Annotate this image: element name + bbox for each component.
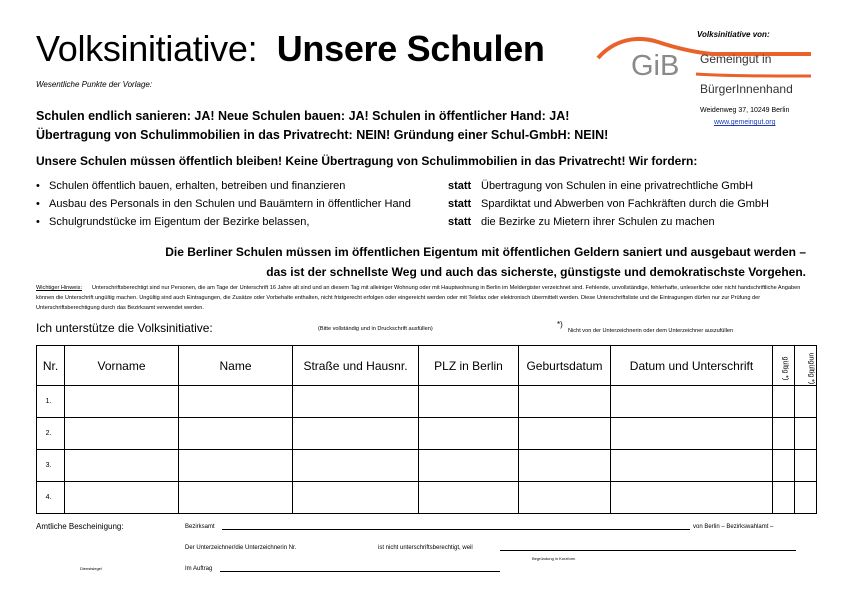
page-title: Volksinitiative: Unsere Schulen [36,28,545,69]
table-row [37,450,817,482]
ungueltig-field [795,418,817,450]
header-plz: PLZ in Berlin [419,346,519,386]
nicht-berechtigt-label: ist nicht unterschriftsberechtigt, weil [378,545,473,551]
bezirksamt-line[interactable] [222,529,690,530]
row-number: 1. [37,386,65,418]
signature-field[interactable] [611,386,773,418]
signature-field[interactable] [611,450,773,482]
support-label: Ich unterstütze die Volksinitiative: [36,321,213,335]
bullet-statt: statt [448,198,472,210]
signature-field[interactable] [611,418,773,450]
auftrag-line[interactable] [220,571,500,572]
vorname-field[interactable] [65,482,179,514]
bullet-marker: • [36,180,40,192]
address: Weidenweg 37, 10249 Berlin [700,107,790,114]
auftrag-label: Im Auftrag [185,566,213,572]
bullet-instead: die Bezirke zu Mietern ihrer Schulen zu machen [481,216,715,228]
logo-intro: Volksinitiative von: [697,30,770,39]
bezirksamt-label: Bezirksamt [185,524,215,530]
name-field[interactable] [179,418,293,450]
demand-statement: Unsere Schulen müssen öffentlich bleiben! Keine Übertragung von Schulimmobilien in das Privatrecht! Wir fordern: [36,154,698,168]
strasse-field[interactable] [293,482,419,514]
strasse-field[interactable] [293,386,419,418]
vorname-field[interactable] [65,386,179,418]
begruendung-label: Begründung in Kurzform [532,556,576,561]
footnote-text: Nicht von der Unterzeichnerin oder dem Unterzeichner auszufüllen [568,328,734,334]
important-notice [36,283,811,313]
plz-field[interactable] [419,450,519,482]
bullet-demand: Schulgrundstücke im Eigentum der Bezirke belassen, [49,216,310,228]
table-row [37,386,817,418]
support-note: (Bitte vollständig und in Druckschrift ausfüllen) [318,326,433,332]
geburtsdatum-field[interactable] [519,418,611,450]
official-certification-label: Amtliche Bescheinigung: [36,522,124,531]
conclusion [126,242,806,282]
signature-field[interactable] [611,482,773,514]
vorname-field[interactable] [65,418,179,450]
geburtsdatum-field[interactable] [519,450,611,482]
ungueltig-field [795,482,817,514]
header-gueltig: gültig *) [773,346,795,386]
headline [36,107,608,145]
header-name: Name [179,346,293,386]
ungueltig-field [795,450,817,482]
gueltig-field [773,418,795,450]
begruendung-line[interactable] [500,550,796,551]
logo-line-2: BürgerInnenhand [700,82,793,96]
gueltig-field [773,482,795,514]
name-field[interactable] [179,386,293,418]
logo-mark: GiB [631,50,680,82]
header-nr: Nr. [37,346,65,386]
header-vorname: Vorname [65,346,179,386]
vorname-field[interactable] [65,450,179,482]
geburtsdatum-field[interactable] [519,482,611,514]
logo-line-1: Gemeingut in [700,52,772,66]
signature-table [36,345,817,514]
name-field[interactable] [179,482,293,514]
table-row [37,482,817,514]
person-label: Der Unterzeichner/die Unterzeichnerin Nr. [185,545,297,551]
von-berlin-label: von Berlin – Bezirkswahlamt – [693,524,774,530]
notice-text: Unterschriftsberechtigt sind nur Personen, die am Tage der Unterschrift 16 Jahre alt sind und an diesem Tag mit alleiniger Wohnung oder mit Hauptwohnung in Berlin im Meldergister verzeichnet sind. Fehlende, unvollständige, fehlerhafte, unleserliche oder nicht handschriftliche Angaben können die Unterschrift ungültig machen. Ungültig sind auch Eintragungen, die Zusätze oder Vorbehalte enthalten, nicht fristgerecht erfolgen oder eingereicht werden oder mit Telefax oder elektronisch übermittelt werden. Diese Unterschriftsliste und die Eintragungen dürfen nur zur Prüfung der Unterschriftsberechtigung durch das Bezirksamt verwendet werden. [36,285,801,311]
gueltig-field [773,386,795,418]
conclusion-line-2: das ist der schnellste Weg und auch das sicherste, günstigste und demokratischste Vorgehen. [266,265,806,279]
header-geburtsdatum: Geburtsdatum [519,346,611,386]
bullet-demand: Ausbau des Personals in den Schulen und Bauämtern in öffentlicher Hand [49,198,411,210]
bullet-instead: Übertragung von Schulen in eine privatrechtliche GmbH [481,180,754,192]
header-ungueltig: ungültig *) [795,346,817,386]
bullet-statt: statt [448,216,472,228]
gueltig-field [773,450,795,482]
strasse-field[interactable] [293,418,419,450]
bullet-demand: Schulen öffentlich bauen, erhalten, betreiben und finanzieren [49,180,346,192]
strasse-field[interactable] [293,450,419,482]
seal-label: Dienstsiegel [80,566,102,571]
subtitle: Wesentliche Punkte der Vorlage: [36,80,153,89]
bullet-statt: statt [448,180,472,192]
geburtsdatum-field[interactable] [519,386,611,418]
footnote-star: *) [557,320,563,329]
headline-line-1: Schulen endlich sanieren: JA! Neue Schulen bauen: JA! Schulen in öffentlicher Hand: JA! [36,109,570,123]
conclusion-line-1: Die Berliner Schulen müssen im öffentlichen Eigentum mit öffentlichen Geldern saniert und ausgebaut werden – [165,245,806,259]
plz-field[interactable] [419,482,519,514]
name-field[interactable] [179,450,293,482]
bullet-instead: Spardiktat und Abwerben von Fachkräften durch die GmbH [481,198,769,210]
table-header-row [37,346,817,386]
row-number: 3. [37,450,65,482]
bullet-marker: • [36,216,40,228]
page-title-bold: Unsere Schulen [276,28,545,69]
header-datum-unterschrift: Datum und Unterschrift [611,346,773,386]
row-number: 2. [37,418,65,450]
header-strasse: Straße und Hausnr. [293,346,419,386]
row-number: 4. [37,482,65,514]
notice-label: Wichtiger Hinweis: [36,285,83,291]
table-row [37,418,817,450]
bullet-marker: • [36,198,40,210]
plz-field[interactable] [419,418,519,450]
plz-field[interactable] [419,386,519,418]
website-link[interactable]: www.gemeingut.org [714,119,776,126]
headline-line-2: Übertragung von Schulimmobilien in das Privatrecht: NEIN! Gründung einer Schul-GmbH: NEIN! [36,128,609,142]
ungueltig-field [795,386,817,418]
